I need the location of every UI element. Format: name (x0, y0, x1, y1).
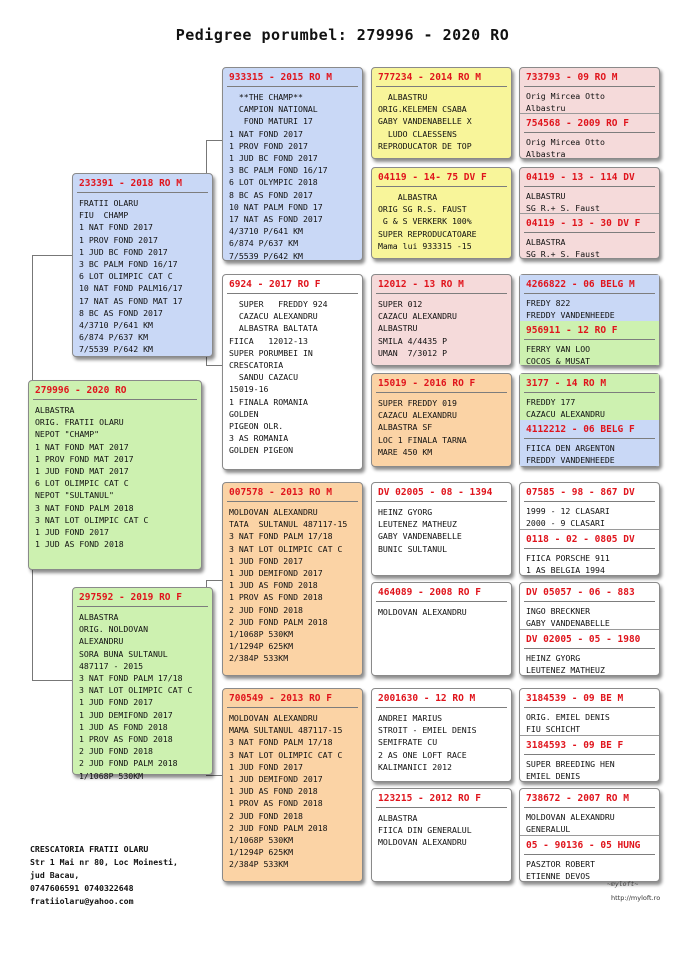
card-text: INGO BRECKNER GABY VANDENABELLE (526, 606, 610, 629)
card-header: 04119 - 13 - 30 DV F (526, 218, 641, 229)
card-header: 733793 - 09 RO M (526, 72, 618, 83)
great-grandparents-card (519, 482, 660, 576)
card-text: MOLDOVAN ALEXANDRU TATA SULTANUL 487117-15 3 NAT FOND PALM 17/18 3 NAT LOT OLIMPIC CAT C 1 JUD FOND 2017 1 JUD DEMIFOND 2017 1 JUD AS FOND 2018 1 PROV AS FOND 2018 2 JUD FOND 2018 2 JUD FOND PALM 2018 1/1068P 530KM 1/1294P 625KM 2/384P 533KM (229, 507, 348, 664)
card-header: 279996 - 2020 RO (35, 385, 127, 396)
card-header: DV 02005 - 05 - 1980 (526, 634, 641, 645)
connector-line (32, 255, 33, 380)
great-grandparents-card (519, 373, 660, 467)
card-header: 233391 - 2018 RO M (79, 178, 182, 189)
ancestor-card (371, 788, 512, 882)
card-text: ALBASTRA ORIG. NOLDOVAN ALEXANDRU SORA BUNA SULTANUL 487117 - 2015 3 NAT FOND PALM 17/18 3 NAT LOT OLIMPIC CAT C 1 JUD FOND 2017 1 JUD DEMIFOND 2017 1 JUD AS FOND 2018 1 PROV AS FOND 2018 2 JUD FOND 2018 2 JUD FOND PALM 2018 1/1068P 530KM (79, 612, 193, 781)
card-text: ALBASTRA ORIG. FRATII OLARU NEPOT "CHAMP" 1 NAT FOND MAT 2017 1 PROV FOND MAT 2017 1 JUD FOND MAT 2017 6 LOT OLIMPIC CAT C NEPOT "SULTANUL" 3 NAT FOND PALM 2018 3 NAT LOT OLIMPIC CAT C 1 JUD FOND 2017 1 JUD AS FOND 2018 (35, 405, 149, 550)
card-header: 6924 - 2017 RO F (229, 279, 321, 290)
maternal-grandmother-card (222, 688, 363, 882)
great-grandparents-card (519, 67, 660, 159)
card-header: 15019 - 2016 RO F (378, 378, 476, 389)
card-header: 754568 - 2009 RO F (526, 118, 629, 129)
page-title: Pedigree porumbel: 279996 - 2020 RO (175, 26, 510, 44)
card-text: HEINZ GYORG LEUTENEZ MATHEUZ (526, 653, 605, 676)
ancestor-card (371, 688, 512, 782)
card-header: DV 02005 - 08 - 1394 (378, 487, 493, 498)
card-text: **THE CHAMP** CAMPION NATIONAL FOND MATURI 17 1 NAT FOND 2017 1 PROV FOND 2017 1 JUD BC FOND 2017 3 BC PALM FOND 16/17 6 LOT OLYMPIC 2018 8 BC AS FOND 2017 10 NAT PALM FOND 17 17 NAT AS FOND 2017 4/3710 P/641 KM 6/874 P/637 KM 7/5539 P/642 KM (229, 92, 328, 261)
ancestor-card (371, 582, 512, 676)
card-text: ALBASTRA FIICA DIN GENERALUL MOLDOVAN ALEXANDRU (378, 813, 472, 848)
card-header: 04119 - 14- 75 DV F (378, 172, 487, 183)
card-text: SUPER FREDDY 924 CAZACU ALEXANDRU ALBASTRA BALTATA FIICA 12012-13 SUPER PORUMBEI IN CRESCATORIA SANDU CAZACU 15019-16 1 FINALA ROMANIA GOLDEN PIGEON OLR. 3 AS ROMANIA GOLDEN PIGEON (229, 299, 328, 456)
connector-line (32, 255, 72, 256)
website-link[interactable]: http://myloft.ro (611, 894, 661, 902)
card-header: DV 05057 - 06 - 883 (526, 587, 635, 598)
card-header: 3177 - 14 RO M (526, 378, 607, 389)
ancestor-card (371, 373, 512, 467)
connector-line (206, 365, 222, 366)
great-grandparents-card (519, 788, 660, 882)
card-text: FIICA PORSCHE 911 1 AS BELGIA 1994 (526, 553, 610, 576)
card-header: 464089 - 2008 RO F (378, 587, 481, 598)
card-header: 956911 - 12 RO F (526, 325, 618, 336)
card-text: FREDY 822 FREDDY VANDENHEEDE (526, 298, 615, 321)
card-header: 04119 - 13 - 114 DV (526, 172, 635, 183)
maternal-grandfather-card (222, 482, 363, 676)
connector-line (32, 570, 33, 680)
card-text: 1999 - 12 CLASARI 2000 - 9 CLASARI (526, 506, 610, 529)
ancestor-card (371, 67, 512, 159)
great-grandparents-card (519, 688, 660, 782)
card-text: FIICA DEN ARGENTON FREDDY VANDENHEEDE (526, 443, 615, 466)
card-text: PASZTOR ROBERT ETIENNE DEVOS (526, 859, 596, 882)
connector-line (206, 140, 222, 141)
card-text: SUPER BREEDING HEN EMIEL DENIS (526, 759, 615, 782)
card-header: 933315 - 2015 RO M (229, 72, 332, 83)
card-header: 12012 - 13 RO M (378, 279, 464, 290)
subject-pigeon-card (28, 380, 202, 570)
card-text: SUPER FREDDY 019 CAZACU ALEXANDRU ALBASTRA SF LOC 1 FINALA TARNA MARE 450 KM (378, 398, 467, 457)
connector-line (206, 580, 222, 581)
card-header: 007578 - 2013 RO M (229, 487, 332, 498)
card-text: ANDREI MARIUS STROIT - EMIEL DENIS SEMIFRATE CU 2 AS ONE LOFT RACE KALIMANICI 2012 (378, 713, 477, 772)
card-text: FRATII OLARU FIU CHAMP 1 NAT FOND 2017 1 PROV FOND 2017 1 JUD BC FOND 2017 3 BC PALM FOND 16/17 6 LOT OLIMPIC CAT C 10 NAT FOND PALM16/17 17 NAT AS FOND MAT 17 8 BC AS FOND 2017 4/3710 P/641 KM 6/874 P/637 KM 7/5539 P/642 KM (79, 198, 183, 355)
card-header: 0118 - 02 - 0805 DV (526, 534, 635, 545)
card-text: HEINZ GYORG LEUTENEZ MATHEUZ GABY VANDENABELLE BUNIC SULTANUL (378, 507, 462, 554)
breeder-contact: CRESCATORIA FRATII OLARU Str 1 Mai nr 80, Loc Moinesti, jud Bacau, 0747606591 0740322648 fratiiolaru@yahoo.com (30, 844, 178, 906)
card-header: 297592 - 2019 RO F (79, 592, 182, 603)
card-text: Orig Mircea Otto Albastra (526, 137, 605, 160)
paternal-grandfather-card (222, 67, 363, 261)
card-text: ORIG. EMIEL DENIS FIU SCHICHT (526, 712, 610, 735)
mother-card (72, 587, 213, 781)
card-header: 700549 - 2013 RO F (229, 693, 332, 704)
card-header: 4266822 - 06 BELG M (526, 279, 635, 290)
great-grandparents-card (519, 167, 660, 259)
ancestor-card (371, 482, 512, 576)
connector-line (32, 680, 72, 681)
card-text: ALBASTRU SG R.+ S. Faust (526, 191, 600, 214)
card-text: MOLDOVAN ALEXANDRU MAMA SULTANUL 487117-15 3 NAT FOND PALM 17/18 3 NAT LOT OLIMPIC CAT C 1 JUD FOND 2017 1 JUD DEMIFOND 2017 1 JUD AS FOND 2018 1 PROV AS FOND 2018 2 JUD FOND 2018 2 JUD FOND PALM 2018 1/1068P 530KM 1/1294P 625KM 2/384P 533KM (229, 713, 343, 870)
card-header: 123215 - 2012 RO F (378, 793, 481, 804)
great-grandparents-card (519, 582, 660, 676)
father-card (72, 173, 213, 357)
card-text: SUPER 012 CAZACU ALEXANDRU ALBASTRU SMILA 4/4435 P UMAN 7/3012 P (378, 299, 457, 358)
card-text: ALBASTRA ORIG SG R.S. FAUST G & S VERKERK 100% SUPER REPRODUCATOARE Mama lui 933315 -15 (378, 192, 477, 251)
card-text: FREDDY 177 CAZACU ALEXANDRU (526, 397, 605, 420)
card-text: Orig Mircea Otto Albastru (526, 91, 605, 114)
card-text: ALBASTRA SG R.+ S. Faust (526, 237, 600, 260)
paternal-grandmother-card (222, 274, 363, 470)
great-grandparents-card (519, 274, 660, 366)
card-header: 07585 - 98 - 867 DV (526, 487, 635, 498)
card-header: 3184593 - 09 BE F (526, 740, 624, 751)
ancestor-card (371, 167, 512, 259)
card-header: 777234 - 2014 RO M (378, 72, 481, 83)
card-text: ALBASTRU ORIG.KELEMEN CSABA GABY VANDENABELLE X LUDO CLAESSENS REPRODUCATOR DE TOP (378, 92, 472, 151)
ancestor-card (371, 274, 512, 366)
card-header: 05 - 90136 - 05 HUNG (526, 840, 641, 851)
card-header: 3184539 - 09 BE M (526, 693, 624, 704)
card-text: MOLDOVAN ALEXANDRU (378, 607, 467, 617)
card-text: FERRY VAN LOO COCOS & MUSAT (526, 344, 591, 367)
signature-mark: ~myloft~ (607, 880, 639, 888)
card-header: 2001630 - 12 RO M (378, 693, 476, 704)
card-text: MOLDOVAN ALEXANDRU GENERALUL (526, 812, 615, 835)
card-header: 4112212 - 06 BELG F (526, 424, 635, 435)
card-header: 738672 - 2007 RO M (526, 793, 629, 804)
